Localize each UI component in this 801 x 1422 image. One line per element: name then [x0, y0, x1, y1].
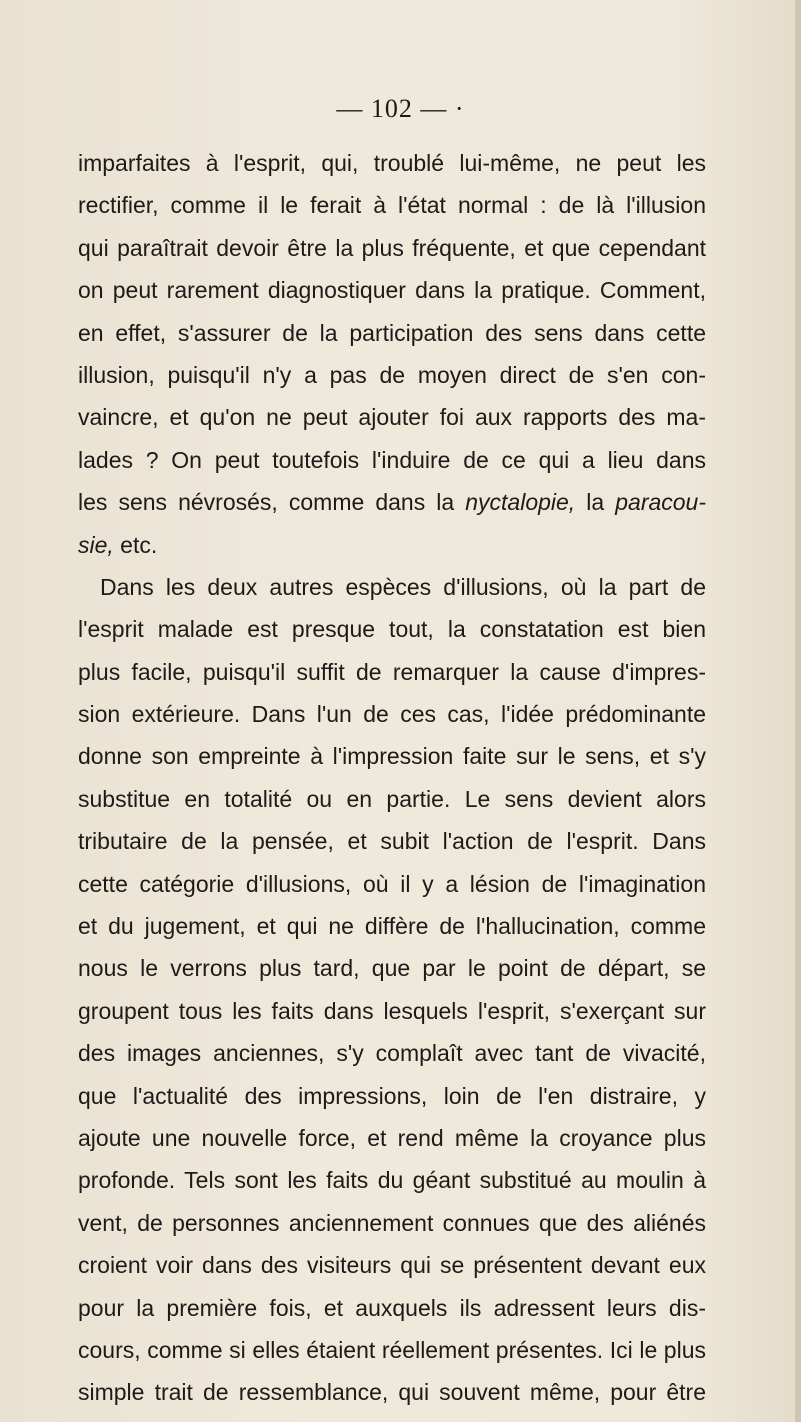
- text-line: et du jugement, et qui ne diffère de l'hallucination, comme: [78, 913, 706, 940]
- text-segment: la: [575, 489, 616, 516]
- text-line: profonde. Tels sont les faits du géant substitué au moulin à: [78, 1167, 706, 1194]
- text-line: sion extérieure. Dans l'un de ces cas, l'idée prédominante: [78, 701, 706, 728]
- page-edge: [795, 0, 801, 1422]
- text-line: ajoute une nouvelle force, et rend même la croyance plus: [78, 1124, 706, 1151]
- text-line: [78, 524, 706, 566]
- text-line: vaincre, et qu'on ne peut ajouter foi aux rapports des ma-: [78, 404, 706, 431]
- text-line: cours, comme si elles étaient réellement présentes. Ici le plus: [78, 1336, 706, 1363]
- text-line: en effet, s'assurer de la participation des sens dans cette: [78, 319, 706, 346]
- text-line: tributaire de la pensée, et subit l'action de l'esprit. Dans: [78, 828, 706, 855]
- text-segment: etc.: [113, 531, 158, 558]
- italic-term-paracousie-end: sie,: [78, 531, 114, 558]
- text-line: que l'actualité des impressions, loin de l'en distraire, y: [78, 1082, 706, 1109]
- text-line: vent, de personnes anciennement connues que des aliénés: [78, 1209, 706, 1236]
- text-line: rectifier, comme il le ferait à l'état normal : de là l'illusion: [78, 192, 706, 219]
- text-line: cette catégorie d'illusions, où il y a lésion de l'imagination: [78, 870, 706, 897]
- text-line: illusion, puisqu'il n'y a pas de moyen direct de s'en con-: [78, 361, 706, 388]
- text-line: nous le verrons plus tard, que par le point de départ, se: [78, 955, 706, 982]
- text-line: croient voir dans des visiteurs qui se présentent devant eux: [78, 1252, 706, 1279]
- text-line: imparfaites à l'esprit, qui, troublé lui-même, ne peut les: [78, 150, 706, 176]
- text-line: lades ? On peut toutefois l'induire de ce qui a lieu dans: [78, 446, 706, 473]
- text-line: Dans les deux autres espèces d'illusions, où la part de: [100, 573, 706, 600]
- text-line: simple trait de ressemblance, qui souvent même, pour être: [78, 1379, 706, 1406]
- text-line: groupent tous les faits dans lesquels l'esprit, s'exerçant sur: [78, 997, 706, 1024]
- page-number: — 102 — ·: [336, 94, 465, 123]
- text-line: [78, 481, 706, 523]
- text-line: substitue en totalité ou en partie. Le sens devient alors: [78, 785, 706, 812]
- italic-term-paracousie: paracou-: [615, 489, 707, 516]
- text-line: qui paraîtrait devoir être la plus fréquente, et que cependant: [78, 234, 706, 261]
- text-line: on peut rarement diagnostiquer dans la pratique. Comment,: [78, 277, 706, 304]
- text-line: l'esprit malade est presque tout, la constatation est bien: [78, 616, 706, 643]
- text-line: plus facile, puisqu'il suffit de remarquer la cause d'impres-: [78, 658, 706, 685]
- text-line: des images anciennes, s'y complaît avec tant de vivacité,: [78, 1040, 706, 1067]
- body-text: [78, 142, 706, 1414]
- text-line: pour la première fois, et auxquels ils adressent leurs dis-: [78, 1294, 706, 1321]
- text-segment: les sens névrosés, comme dans la: [78, 489, 466, 516]
- italic-term-nyctalopie: nyctalopie,: [465, 489, 576, 516]
- text-line: donne son empreinte à l'impression faite sur le sens, et s'y: [78, 743, 706, 770]
